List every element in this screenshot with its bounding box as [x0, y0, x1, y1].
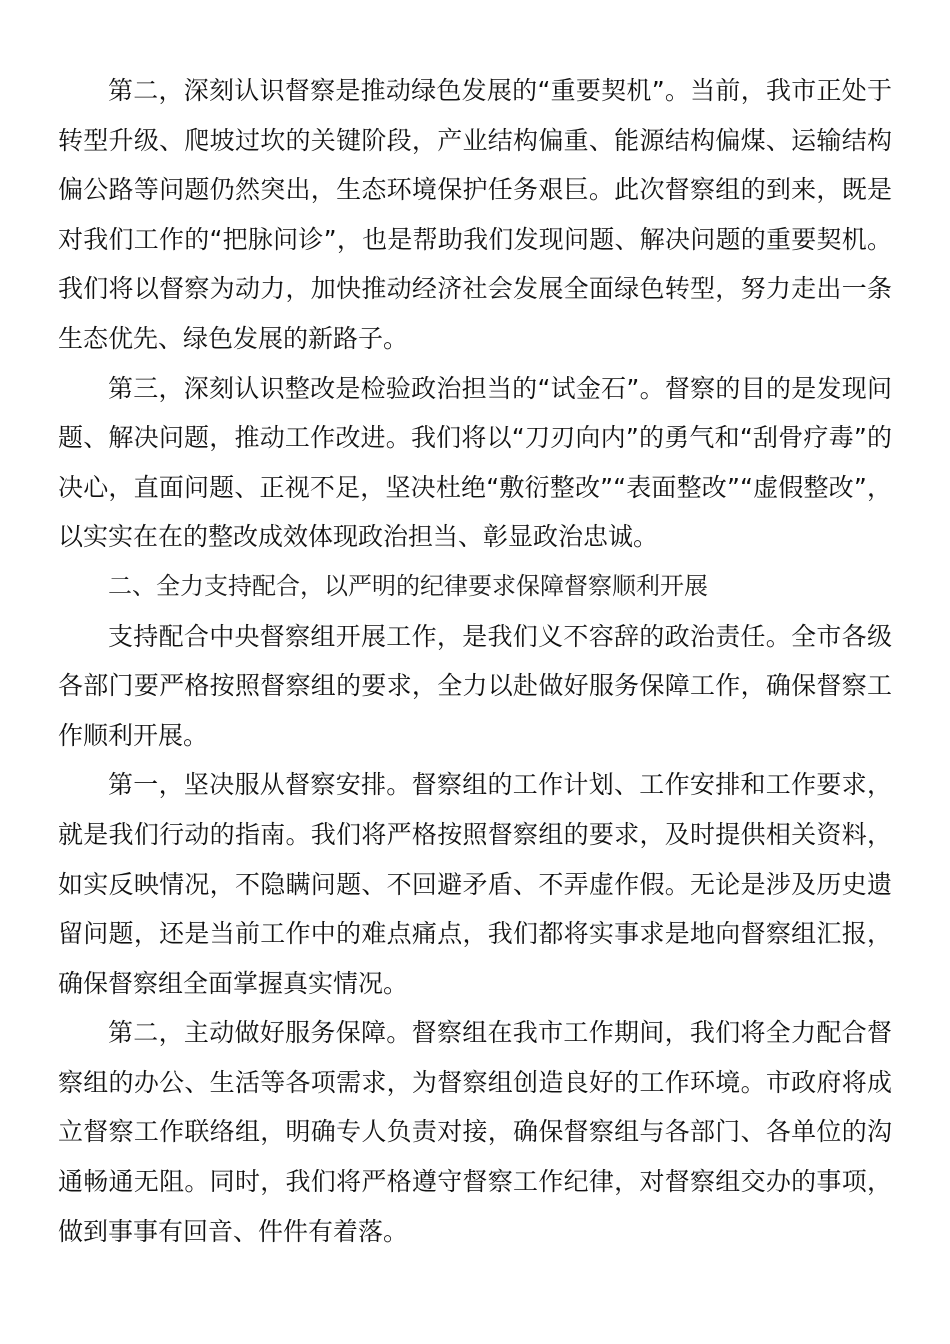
paragraph-obey-arrangement: 第一，坚决服从督察安排。督察组的工作计划、工作安排和工作要求，就是我们行动的指南。我们将严格按照督察组的要求，及时提供相关资料，如实反映情况，不隐瞒问题、不回避矛盾、不弄虚作假。无论是涉及历史遗留问题，还是当前工作中的难点痛点，我们都将实事求是地向督察组汇报，确保督察组全面掌握真实情况。: [58, 770, 892, 998]
section-heading-support: 二、全力支持配合，以严明的纪律要求保障督察顺利开展: [108, 571, 708, 600]
paragraph-service-guarantee: 第二，主动做好服务保障。督察组在我市工作期间，我们将全力配合督察组的办公、生活等各项需求，为督察组创造良好的工作环境。市政府将成立督察工作联络组，明确专人负责对接，确保督察组与各部门、各单位的沟通畅通无阻。同时，我们将严格遵守督察工作纪律，对督察组交办的事项，做到事事有回音、件件有着落。: [58, 1018, 892, 1246]
paragraph-support-intro: 支持配合中央督察组开展工作，是我们义不容辞的政治责任。全市各级各部门要严格按照督察组的要求，全力以赴做好服务保障工作，确保督察工作顺利开展。: [58, 621, 892, 750]
paragraph-green-development: 第二，深刻认识督察是推动绿色发展的“重要契机”。当前，我市正处于转型升级、爬坡过坎的关键阶段，产业结构偏重、能源结构偏煤、运输结构偏公路等问题仍然突出，生态环境保护任务艰巨。此次督察组的到来，既是对我们工作的“把脉问诊”，也是帮助我们发现问题、解决问题的重要契机。我们将以督察为动力，加快推动经济社会发展全面绿色转型，努力走出一条生态优先、绿色发展的新路子。: [58, 76, 892, 353]
paragraph-rectification: 第三，深刻认识整改是检验政治担当的“试金石”。督察的目的是发现问题、解决问题，推动工作改进。我们将以“刀刃向内”的勇气和“刮骨疗毒”的决心，直面问题、正视不足，坚决杜绝“敷衍整改”“表面整改”“虚假整改”，以实实在在的整改成效体现政治担当、彰显政治忠诚。: [58, 373, 892, 552]
document-body: [58, 66, 892, 1256]
